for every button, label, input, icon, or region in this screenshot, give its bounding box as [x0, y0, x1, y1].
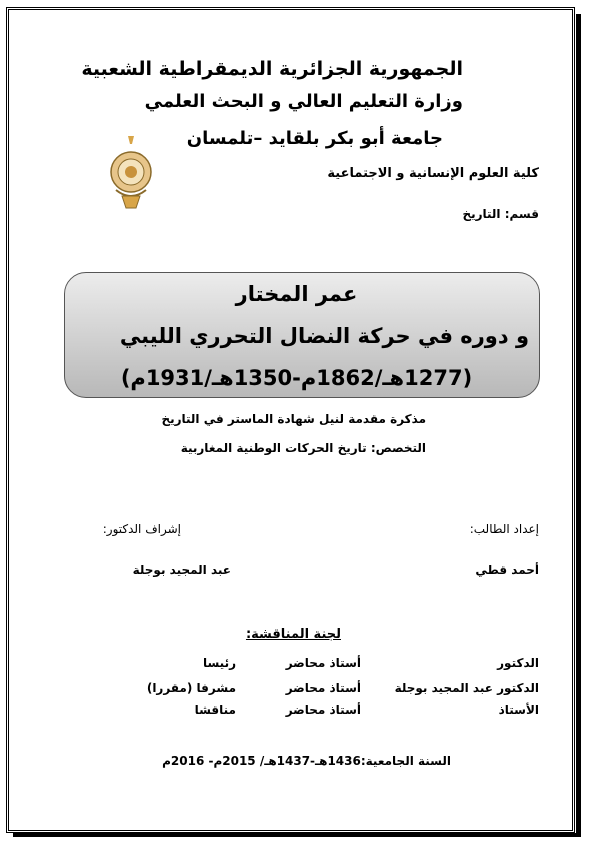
committee-member-role: مناقشا — [194, 703, 236, 717]
committee-title: لجنة المناقشة: — [245, 627, 341, 642]
thesis-title-dates: (1277هـ/1862م-1350هـ/1931م) — [120, 366, 473, 390]
department-name: قسم: التاريخ — [462, 207, 539, 221]
university-name: جامعة أبو بكر بلقايد –تلمسان — [186, 128, 443, 149]
committee-member-title: الدكتور عبد المجيد بوجلة — [394, 681, 539, 695]
academic-year: السنة الجامعية:1436هـ-1437هـ/ 2015م- 2016م — [162, 754, 451, 768]
thesis-title-subject: و دوره في حركة النضال التحرري الليبي — [119, 324, 529, 348]
republic-name: الجمهورية الجزائرية الديمقراطية الشعبية — [81, 58, 463, 80]
border-shadow-right — [576, 14, 581, 836]
committee-member-role: مشرفا (مقررا) — [146, 681, 236, 695]
thesis-title-name: عمر المختار — [235, 282, 358, 306]
student-name: أحمد قطي — [475, 563, 539, 577]
committee-member-role: رئيسا — [202, 656, 236, 670]
faculty-name: كلية العلوم الإنسانية و الاجتماعية — [327, 166, 539, 181]
specialty: التخصص: تاريخ الحركات الوطنية المغاربية — [180, 441, 426, 455]
university-emblem-icon — [106, 132, 156, 212]
ministry-name: وزارة التعليم العالي و البحث العلمي — [144, 91, 463, 112]
committee-member-title: الأستاذ — [498, 703, 539, 717]
committee-member-rank: أستاذ محاضر — [285, 681, 361, 695]
committee-member-rank: أستاذ محاضر — [285, 656, 361, 670]
committee-member-rank: أستاذ محاضر — [285, 703, 361, 717]
supervisor-label: إشراف الدكتور: — [102, 522, 181, 536]
border-shadow-bottom — [13, 833, 581, 837]
committee-member-title: الدكتور — [497, 656, 539, 670]
supervisor-name: عبد المجيد بوجلة — [132, 563, 231, 577]
memo-description: مذكرة مقدمة لنيل شهادة الماستر في التاريخ — [161, 412, 426, 426]
student-label: إعداد الطالب: — [469, 522, 539, 536]
